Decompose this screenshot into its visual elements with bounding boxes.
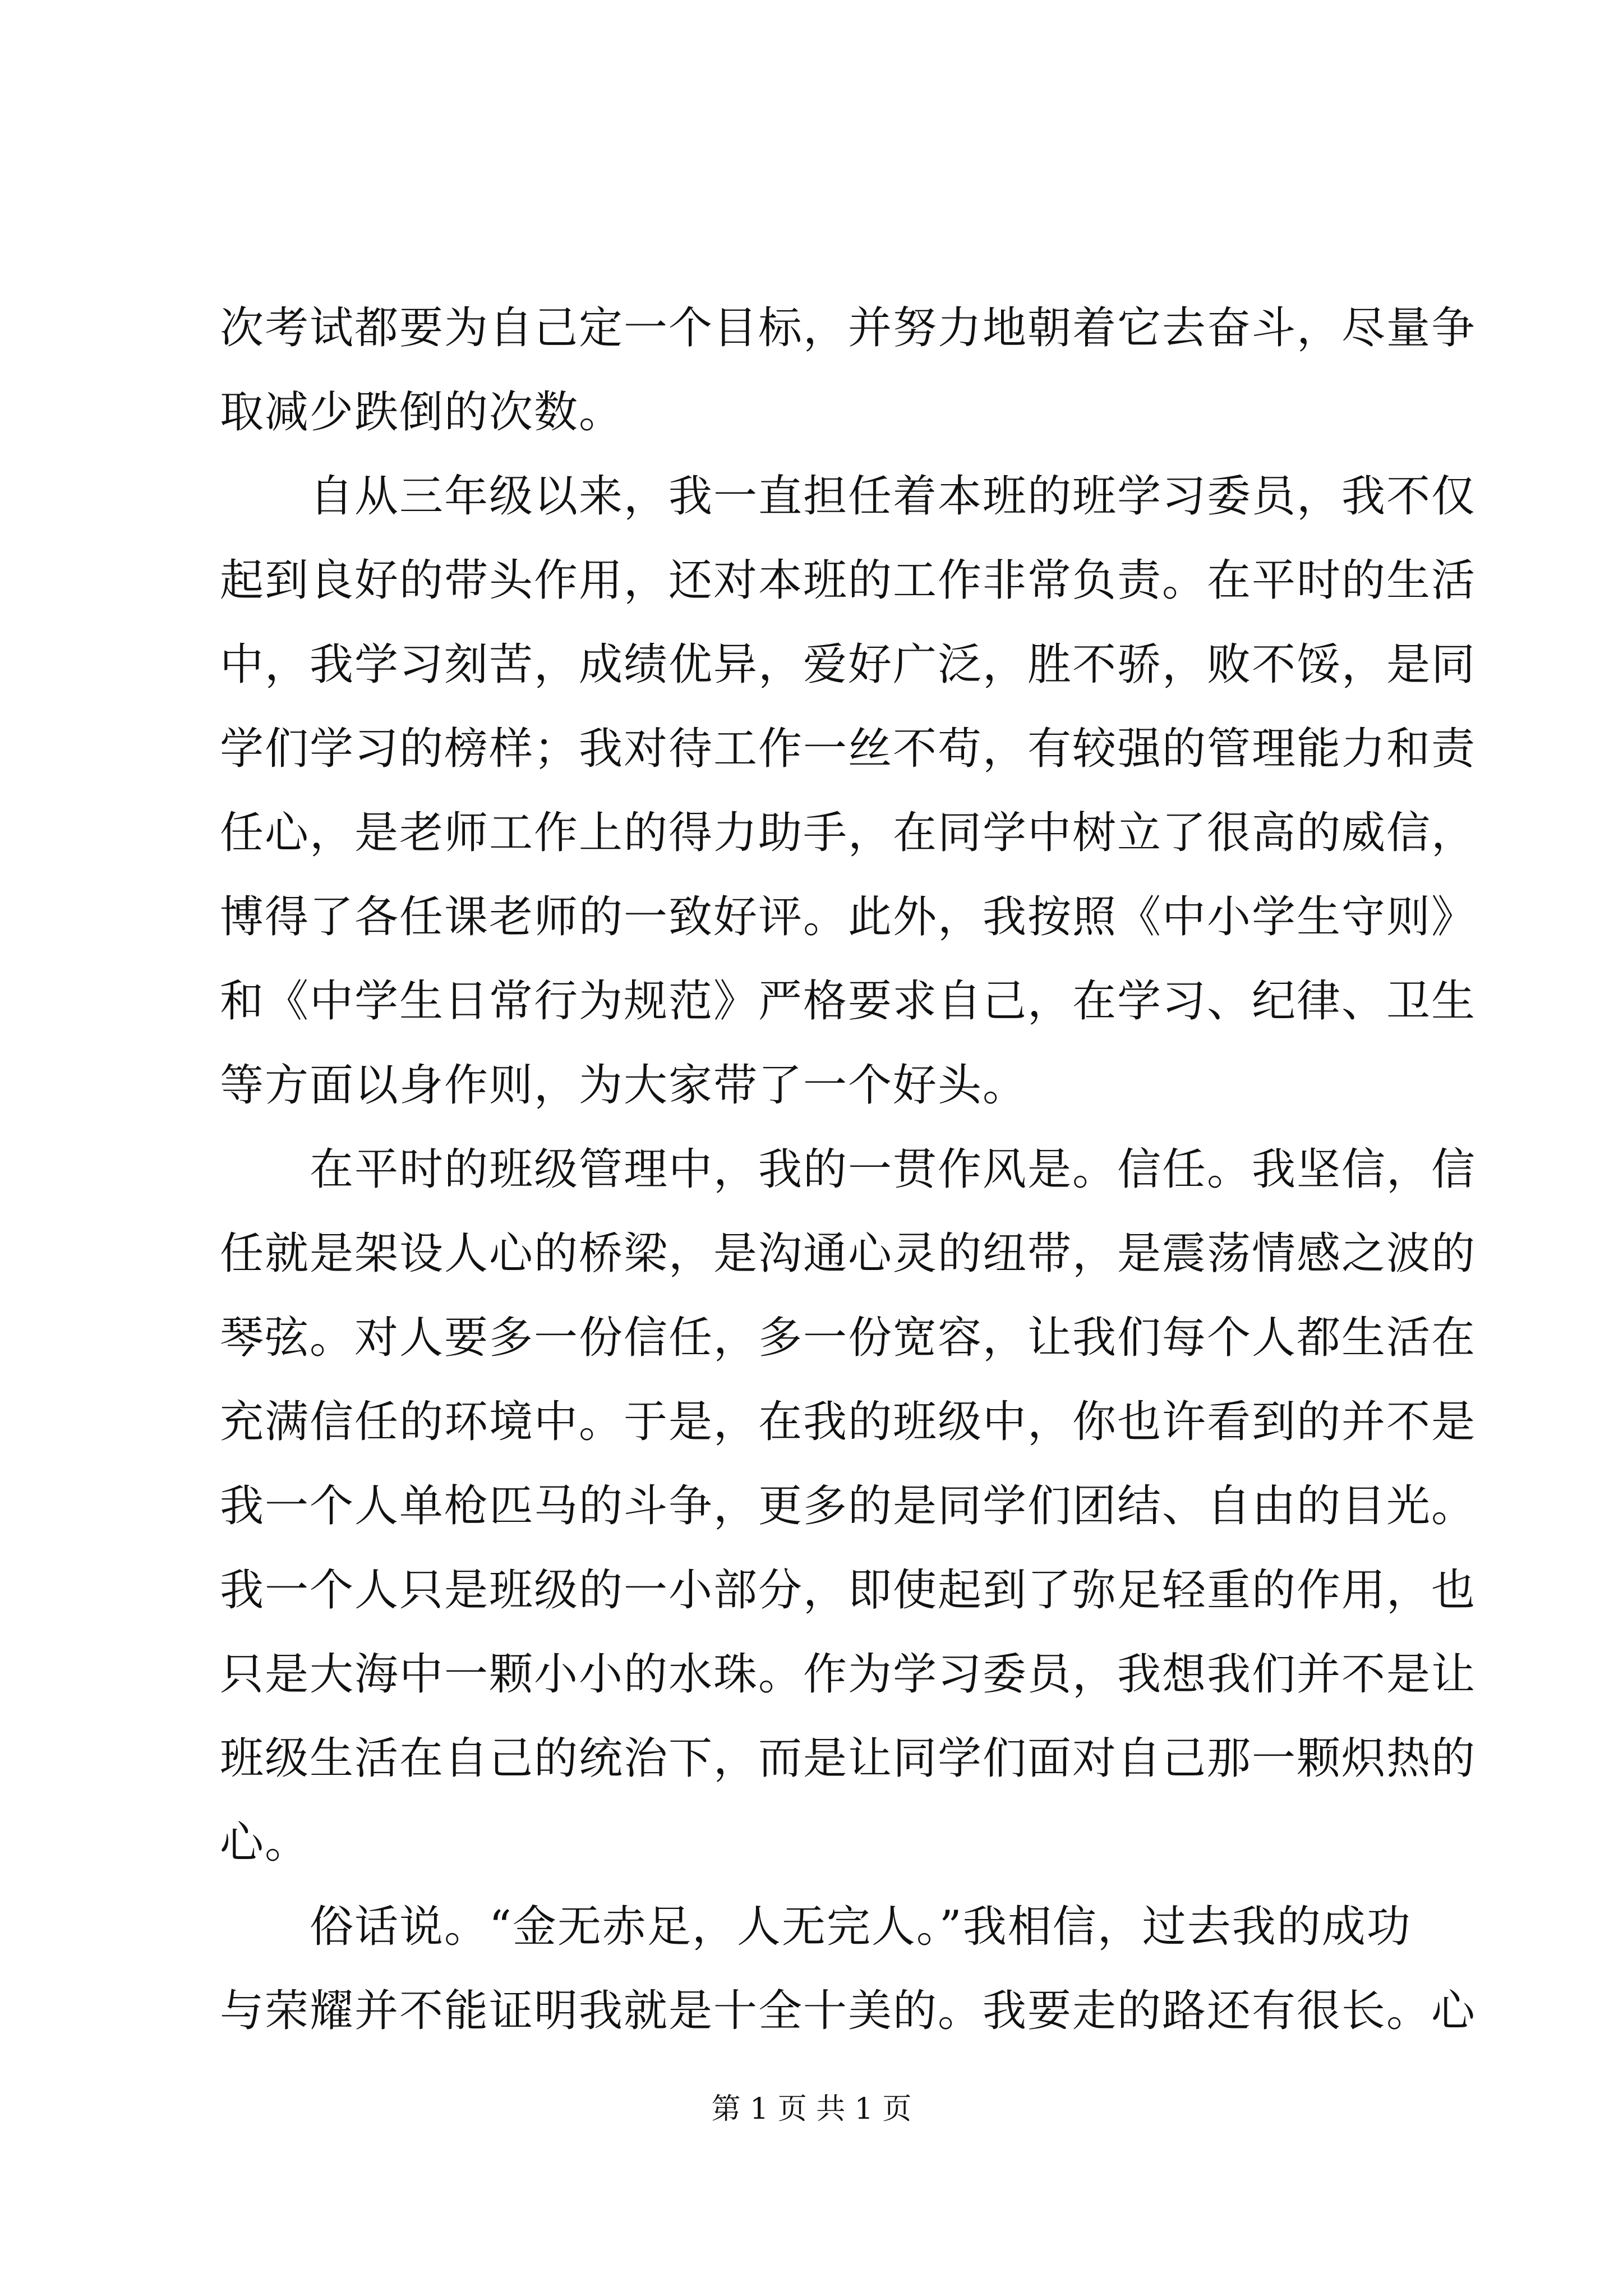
text-line: 我一个人单枪匹马的斗争，更多的是同学们团结、自由的目光。 <box>220 1481 1477 1531</box>
text-line: 与荣耀并不能证明我就是十全十美的。我要走的路还有很长。心 <box>220 1986 1477 2036</box>
text-line: 任心，是老师工作上的得力助手，在同学中树立了很高的威信， <box>220 808 1477 858</box>
text-line: 学们学习的榜样；我对待工作一丝不苟，有较强的管理能力和责 <box>220 724 1477 774</box>
text-line: 琴弦。对人要多一份信任，多一份宽容，让我们每个人都生活在 <box>220 1313 1477 1363</box>
text-line: 等方面以身作则，为大家带了一个好头。 <box>220 1060 1028 1111</box>
text-line: 心。 <box>220 1818 310 1868</box>
text-line: 取减少跌倒的次数。 <box>220 387 624 438</box>
text-line: 和《中学生日常行为规范》严格要求自己，在学习、纪律、卫生 <box>220 976 1477 1027</box>
text-line: 任就是架设人心的桥梁，是沟通心灵的纽带，是震荡情感之波的 <box>220 1228 1477 1279</box>
text-line: 中，我学习刻苦，成绩优异，爱好广泛，胜不骄，败不馁，是同 <box>220 639 1477 690</box>
text-line: 只是大海中一颗小小的水珠。作为学习委员，我想我们并不是让 <box>220 1649 1477 1700</box>
text-line: 充满信任的环境中。于是，在我的班级中，你也许看到的并不是 <box>220 1397 1477 1447</box>
page-footer: 第 1 页 共 1 页 <box>711 2092 912 2126</box>
text-line: 起到良好的带头作用，还对本班的工作非常负责。在平时的生活 <box>220 555 1477 606</box>
text-line: 自从三年级以来，我一直担任着本班的班学习委员，我不仅 <box>220 471 1477 522</box>
text-line: 在平时的班级管理中，我的一贯作风是。信任。我坚信，信 <box>220 1144 1477 1195</box>
text-line: 次考试都要为自己定一个目标，并努力地朝着它去奋斗，尽量争 <box>220 303 1477 353</box>
text-line: 俗话说。“金无赤足，人无完人。”我相信，过去我的成功 <box>220 1902 1412 1952</box>
text-line: 班级生活在自己的统治下，而是让同学们面对自己那一颗炽热的 <box>220 1733 1477 1784</box>
text-line: 博得了各任课老师的一致好评。此外，我按照《中小学生守则》 <box>220 892 1477 942</box>
text-line: 我一个人只是班级的一小部分，即使起到了弥足轻重的作用，也 <box>220 1565 1477 1616</box>
body-text <box>220 286 1477 2053</box>
